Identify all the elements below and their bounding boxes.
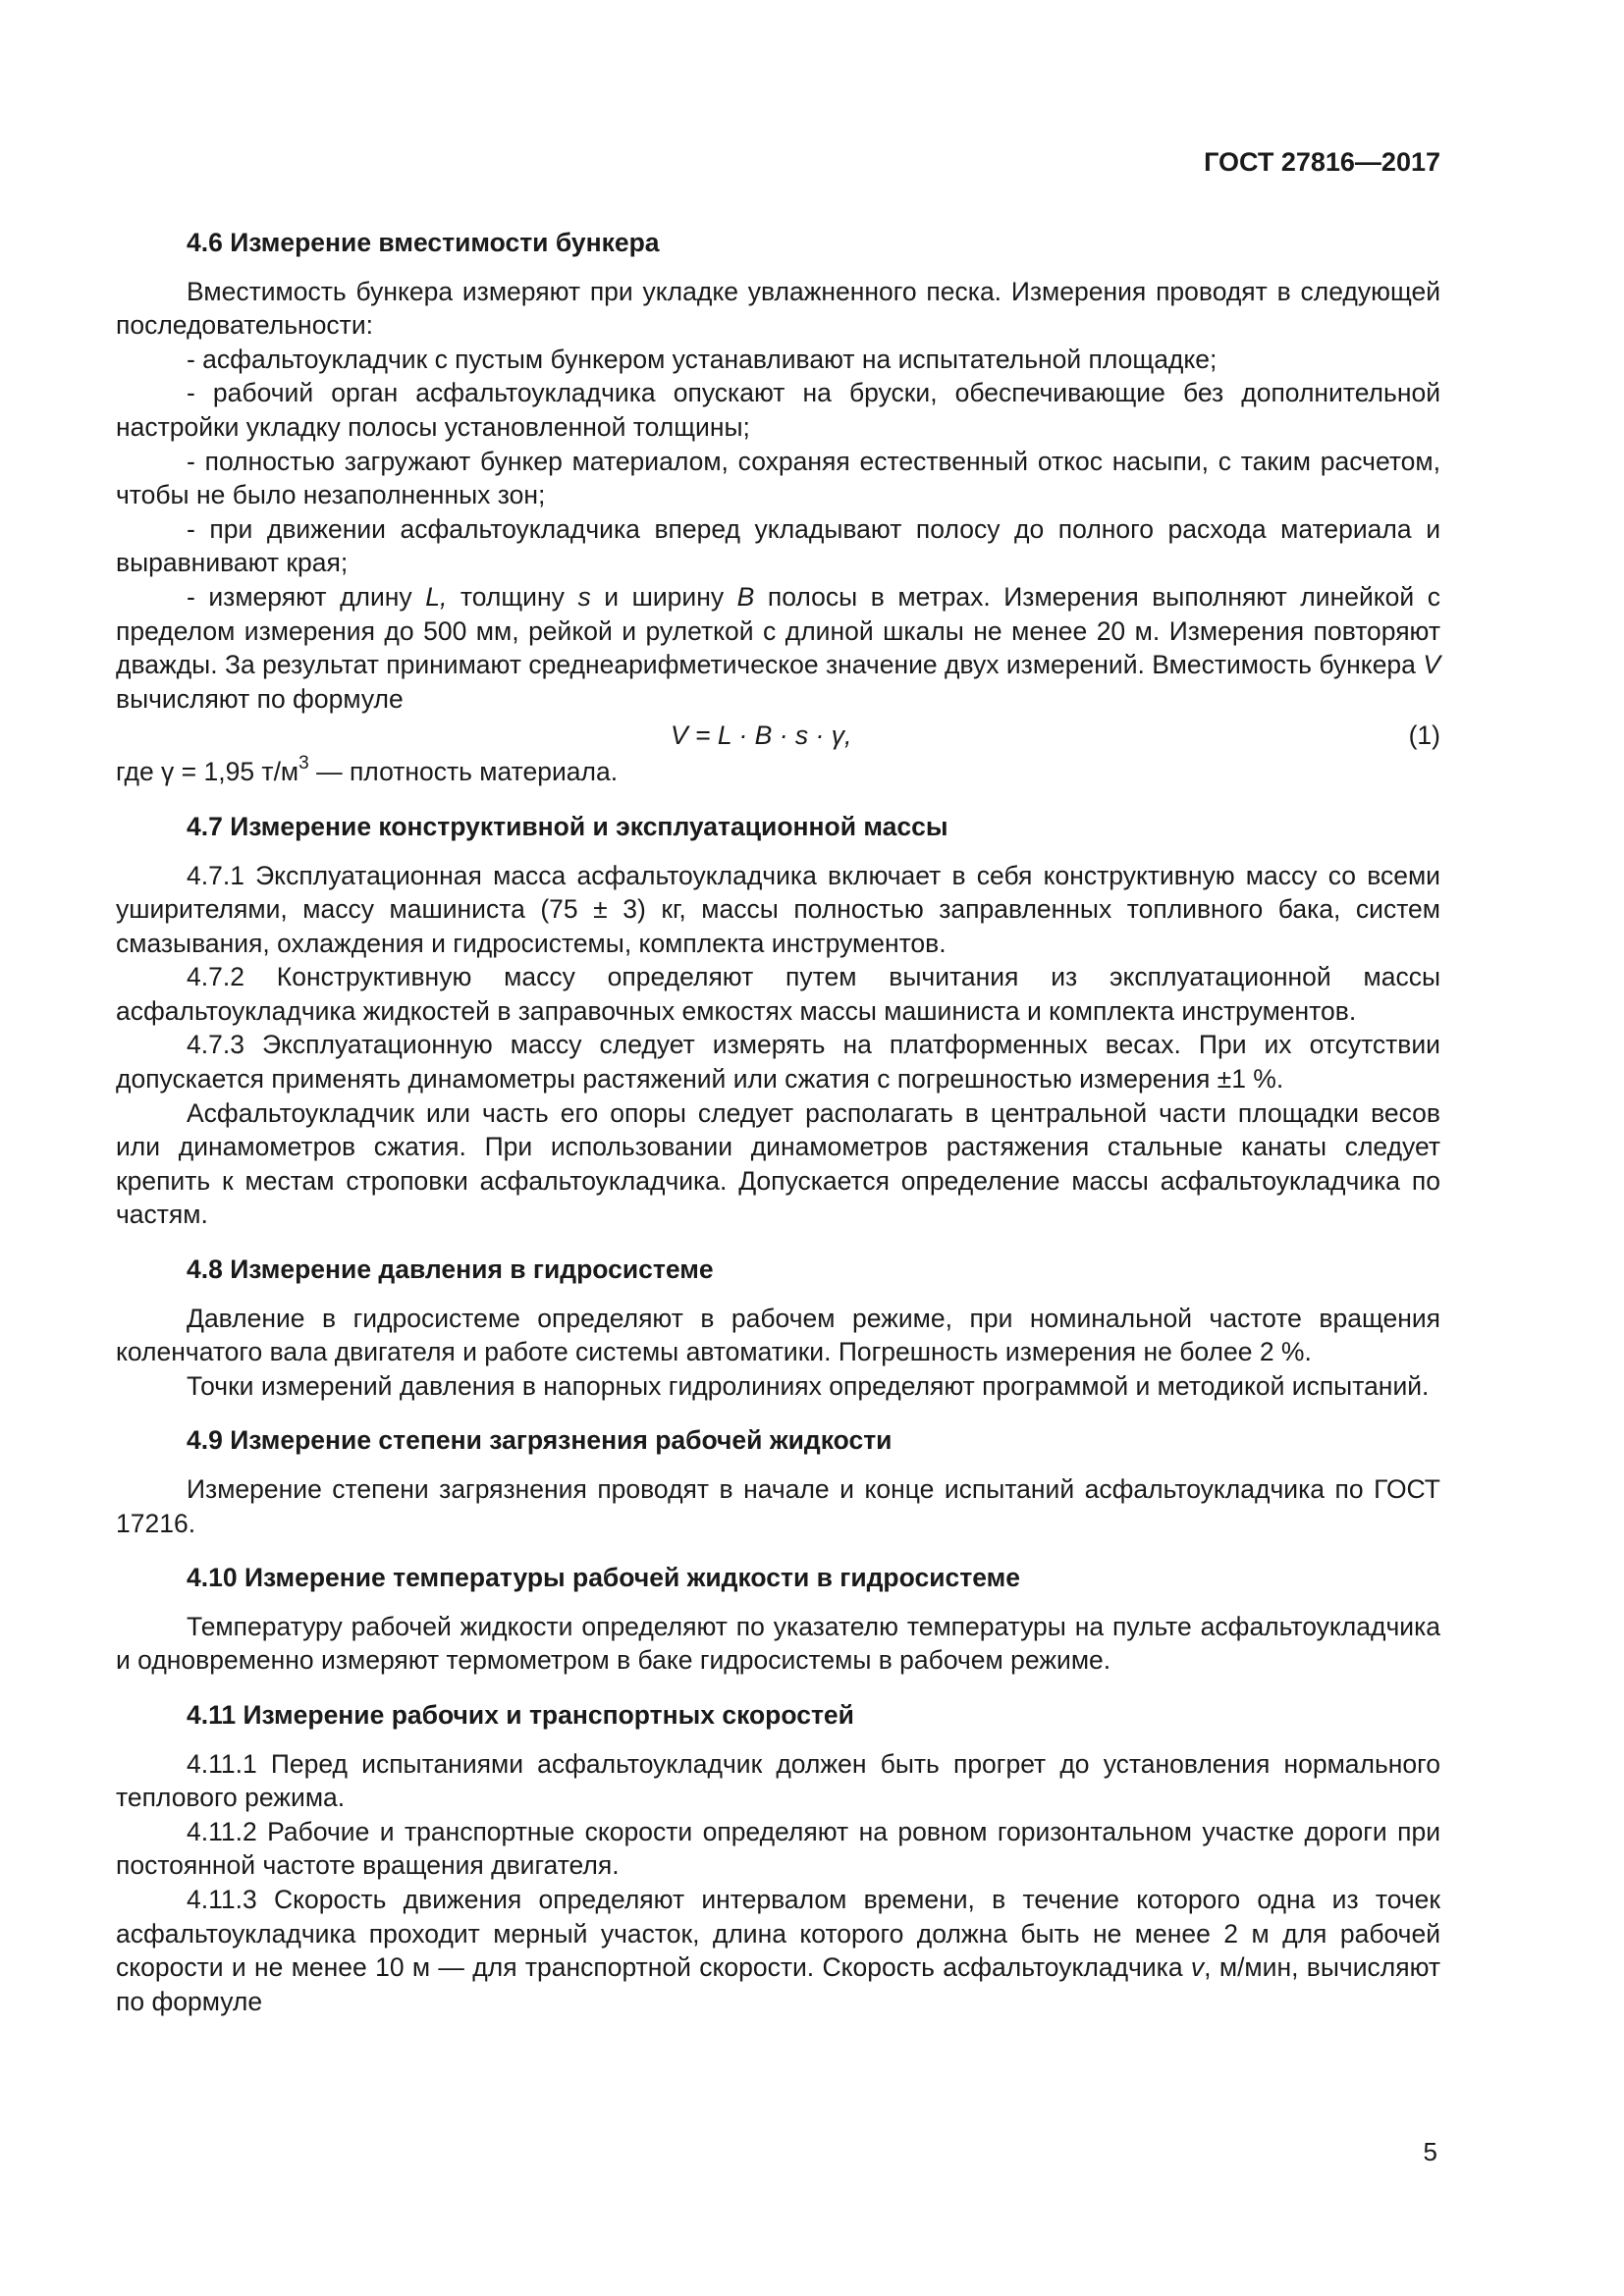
formula-number: (1)	[1408, 721, 1440, 751]
list-item: - асфальтоукладчик с пустым бункером устанавливают на испытательной площадке;	[187, 344, 1218, 374]
var-v: v	[1190, 1952, 1205, 1983]
formula-expression: V = L · B · s · γ,	[671, 721, 852, 751]
formula-1	[116, 716, 1440, 755]
document-body	[116, 226, 1440, 2018]
paragraph: Асфальтоукладчик или часть его опоры следует располагать в центральной части площадки весов или динамометров сжатия. При использовании динамометров растяжения стальные канаты следует крепить к местам строповки асфальтоукладчика. Допускается определение массы асфальтоукладчика по частям.	[116, 1097, 1440, 1230]
var-B: B	[736, 581, 755, 612]
paragraph: 4.11.2 Рабочие и транспортные скорости определяют на ровном горизонтальном участке дороги при постоянной частоте вращения двигателя.	[116, 1816, 1440, 1881]
list-item: - рабочий орган асфальтоукладчика опускают на бруски, обеспечивающие без дополнительной настройки укладку полосы установленной толщины;	[116, 378, 1440, 442]
paragraph: Давление в гидросистеме определяют в рабочем режиме, при номинальной частоте вращения коленчатого вала двигателя и работе системы автоматики. Погрешность измерения не более 2 %.	[116, 1303, 1440, 1367]
section-4-9-heading: 4.9 Измерение степени загрязнения рабочей жидкости	[187, 1425, 893, 1456]
paragraph: 4.7.2 Конструктивную массу определяют путем вычитания из эксплуатационной массы асфальтоукладчика жидкостей в заправочных емкостях массы машиниста и комплекта инструментов.	[116, 962, 1440, 1026]
page-number: 5	[1423, 2137, 1437, 2166]
section-4-11-heading: 4.11 Измерение рабочих и транспортных скоростей	[187, 1699, 854, 1730]
paragraph: Точки измерений давления в напорных гидролиниях определяют программой и методикой испытаний.	[187, 1370, 1430, 1401]
section-4-8-heading: 4.8 Измерение давления в гидросистеме	[187, 1255, 714, 1285]
var-s: s	[577, 581, 591, 612]
var-V: V	[1423, 650, 1440, 680]
paragraph: Измерение степени загрязнения проводят в начале и конце испытаний асфальтоукладчика по ГОСТ 17216.	[116, 1474, 1440, 1538]
paragraph: Вместимость бункера измеряют при укладке увлажненного песка. Измерения проводят в следующей последовательности:	[116, 276, 1440, 341]
paragraph: 4.11.1 Перед испытаниями асфальтоукладчик должен быть прогрет до установления нормального теплового режима.	[116, 1748, 1440, 1813]
section-4-10-heading: 4.10 Измерение температуры рабочей жидкости в гидросистеме	[187, 1563, 1020, 1593]
section-4-7-heading: 4.7 Измерение конструктивной и эксплуатационной массы	[187, 811, 948, 841]
list-item: - измеряют длину L, толщину s и ширину B полосы в метрах. Измерения выполняют линейкой с пределом измерения до 500 мм, рейкой и рулеткой с длиной шкалы не менее 20 м. Измерения повторяют дважды. За результат принимают среднеарифметическое значение двух измерений. Вместимость бункера V вычисляют по формуле	[116, 581, 1440, 714]
paragraph: Температуру рабочей жидкости определяют по указателю температуры на пульте асфальтоукладчика и одновременно измеряют термометром в баке гидросистемы в рабочем режиме.	[116, 1611, 1440, 1676]
list-item: - при движении асфальтоукладчика вперед укладывают полосу до полного расхода материала и выравнивают края;	[116, 513, 1440, 578]
formula-where: где γ = 1,95 $т/м^3$ — плотность материала.	[116, 753, 619, 787]
list-item: - полностью загружают бункер материалом, сохраняя естественный откос насыпи, с таким расчетом, чтобы не было незаполненных зон;	[116, 446, 1440, 510]
paragraph: 4.7.1 Эксплуатационная масса асфальтоукладчика включает в себя конструктивную массу со всеми уширителями, массу машиниста (75 ± 3) кг, массы полностью заправленных топливного бака, систем смазывания, охлаждения и гидросистемы, комплекта инструментов.	[116, 860, 1440, 958]
paragraph: 4.7.3 Эксплуатационную массу следует измерять на платформенных весах. При их отсутствии допускается применять динамометры растяжений или сжатия с погрешностью измерения ±1 %.	[116, 1030, 1440, 1095]
var-L: L,	[425, 581, 448, 612]
section-4-6-heading: 4.6 Измерение вместимости бункера	[187, 228, 660, 257]
paragraph: 4.11.3 Скорость движения определяют интервалом времени, в течение которого одна из точек асфальтоукладчика проходит мерный участок, длина которого должна быть не менее 2 м для рабочей скорости и не менее 10 м — для транспортной скорости. Скорость асфальтоукладчика v, м/мин, вычисляют по формуле	[116, 1884, 1440, 2016]
document-header: ГОСТ 27816—2017	[1204, 147, 1440, 177]
